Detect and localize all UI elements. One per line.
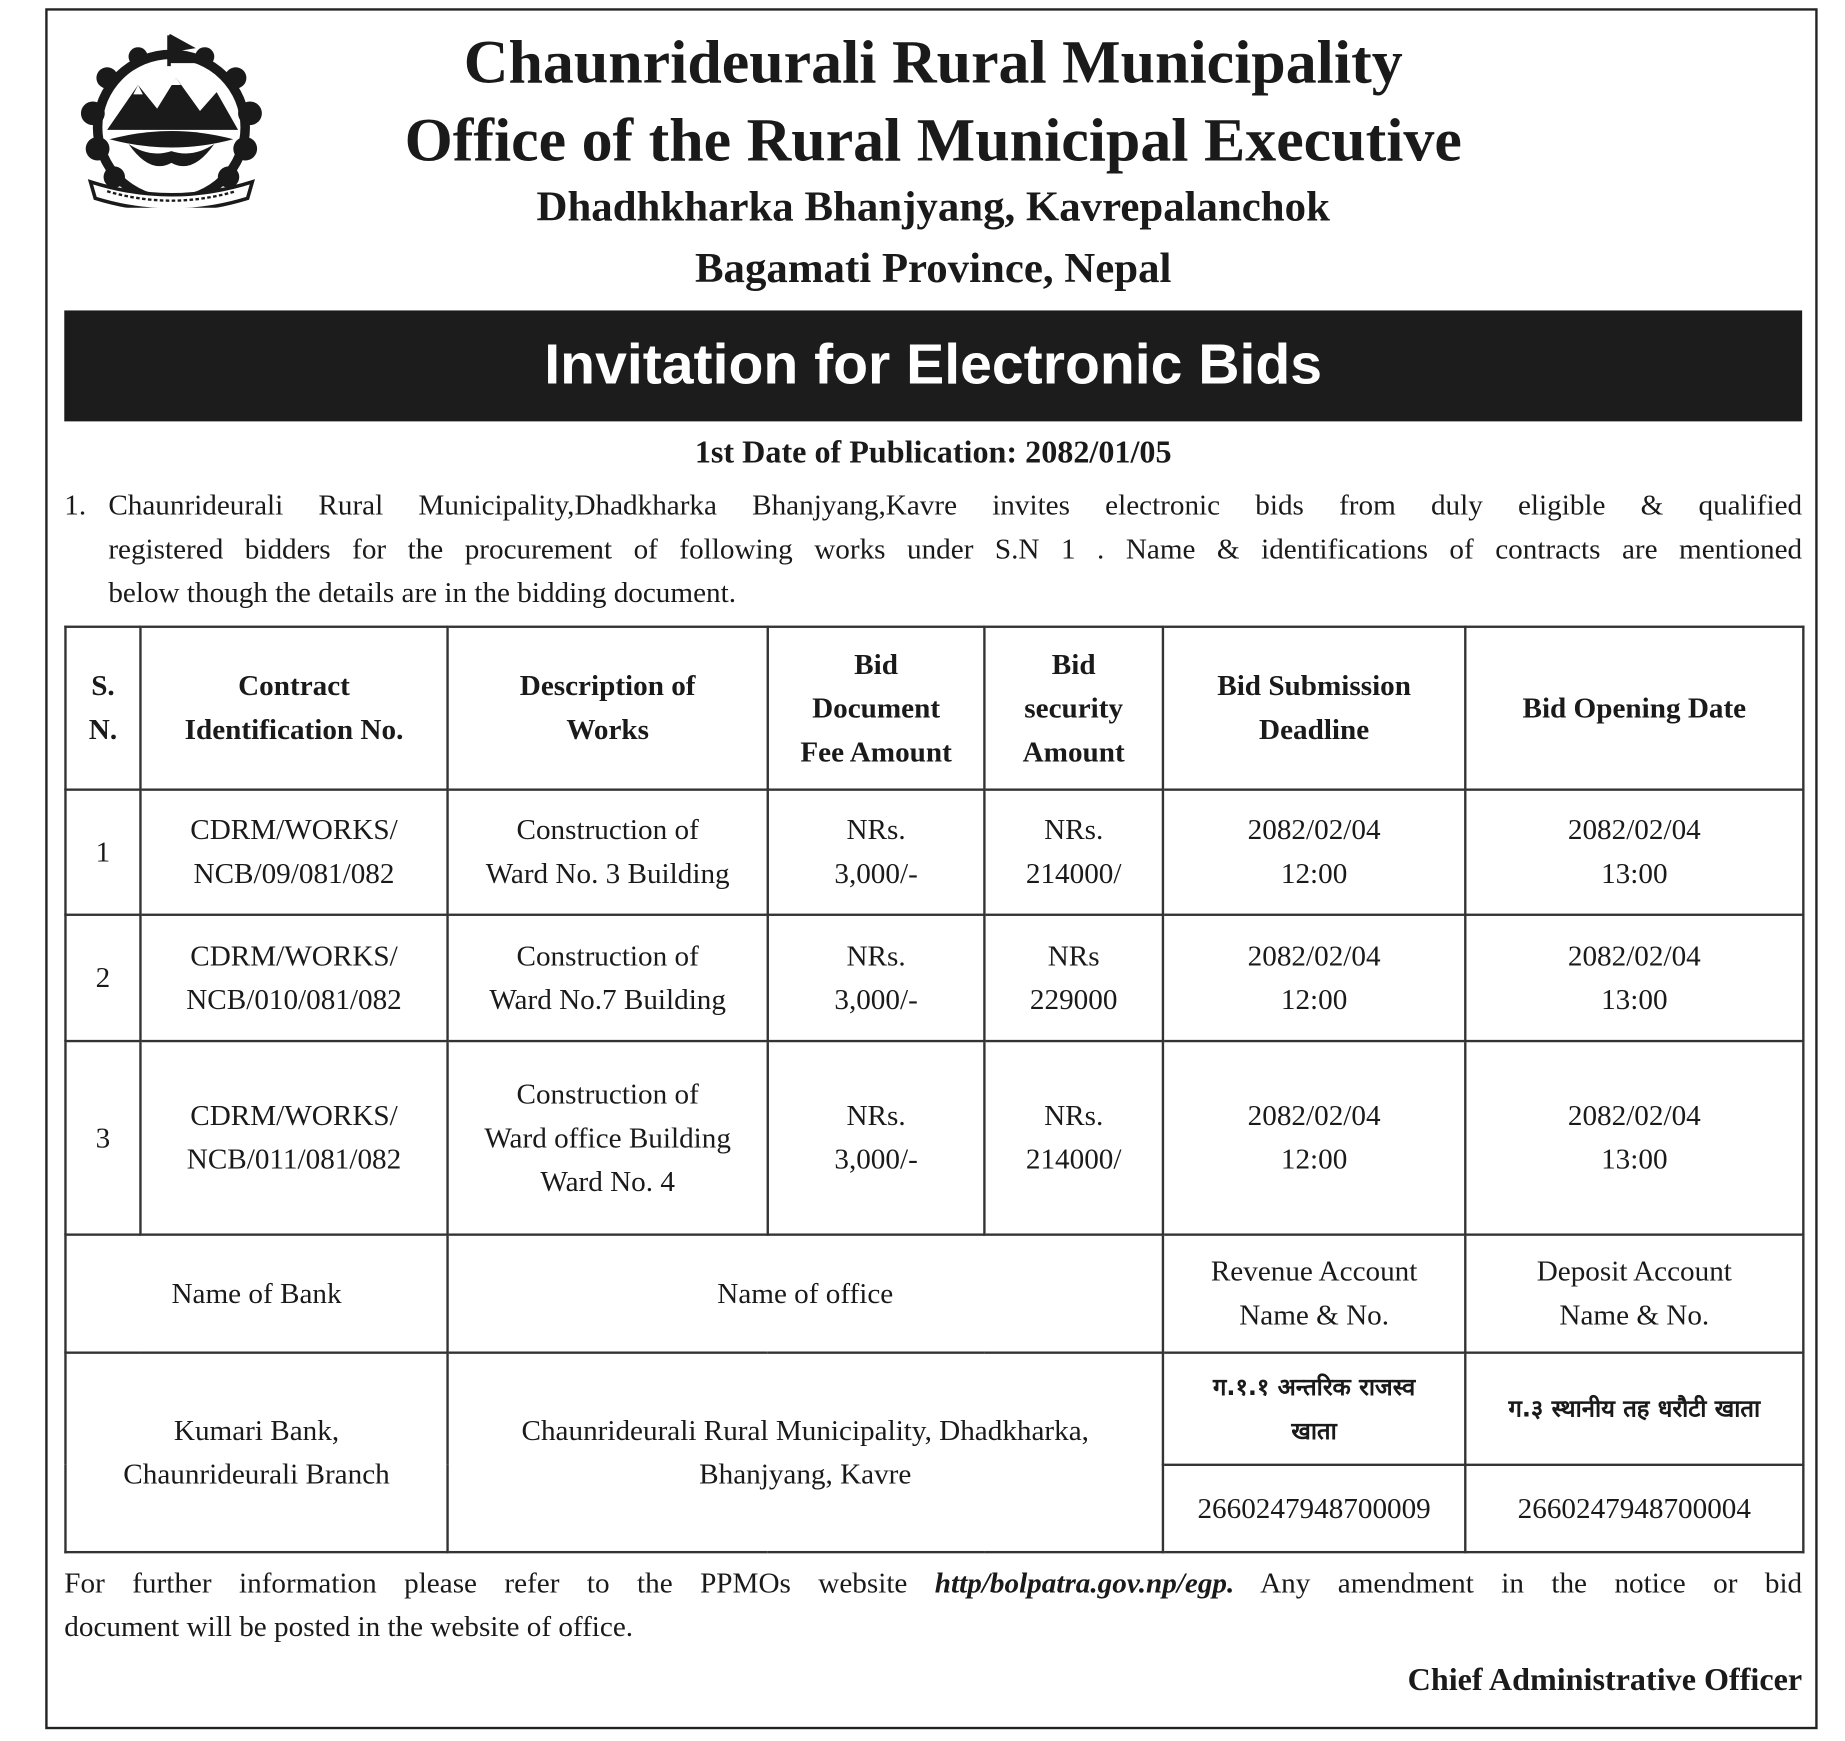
row-description: Construction of Ward No.7 Building [448, 915, 768, 1041]
office-address: Dhadhkharka Bhanjyang, Kavrepalanchok [536, 182, 1330, 231]
bank-name-header: Name of Bank [65, 1235, 447, 1353]
office-name-value: Chaunrideurali Rural Municipality, Dhadkharka, Bhanjyang, Kavre [448, 1353, 1163, 1552]
paragraph-line-2: registered bidders for the procurement of following works under S.N 1 . Name & identifications of contracts are mentioned [108, 533, 1803, 566]
intro-paragraph [64, 484, 1802, 615]
row-sn: 1 [65, 790, 140, 915]
office-province: Bagamati Province, Nepal [694, 244, 1172, 292]
row-description: Construction of Ward No. 3 Building [448, 790, 768, 915]
office-name-header: Name of office [448, 1235, 1163, 1353]
bank-header-row [65, 1235, 1803, 1353]
row-contract-id: CDRM/WORKS/ NCB/09/081/082 [140, 790, 447, 915]
table-row [65, 790, 1803, 915]
table-row [65, 1041, 1803, 1235]
table-header-row [65, 627, 1803, 790]
footer-paragraph [64, 1562, 1802, 1649]
deposit-account-header: Deposit Account Name & No. [1465, 1235, 1803, 1353]
row-security: NRs. 214000/ [984, 1041, 1163, 1235]
footer-line-2: document will be posted in the website of office. [64, 1611, 634, 1644]
header-opening: Bid Opening Date [1465, 627, 1803, 790]
signature-title: Chief Administrative Officer [1407, 1661, 1803, 1698]
header-doc-fee: Bid Document Fee Amount [768, 627, 985, 790]
deposit-account-name: ग.३ स्थानीय तह धरौटी खाता [1465, 1353, 1803, 1465]
publication-date: 1st Date of Publication: 2082/01/05 [694, 434, 1172, 470]
ppmo-website-link[interactable]: http/bolpatra.gov.np/egp. [934, 1567, 1235, 1600]
row-doc-fee: NRs. 3,000/- [768, 1041, 985, 1235]
header-description: Description of Works [448, 627, 768, 790]
row-contract-id: CDRM/WORKS/ NCB/010/081/082 [140, 915, 447, 1041]
row-sn: 3 [65, 1041, 140, 1235]
row-security: NRs 229000 [984, 915, 1163, 1041]
row-opening: 2082/02/04 13:00 [1465, 790, 1803, 915]
revenue-account-header: Revenue Account Name & No. [1163, 1235, 1465, 1353]
row-sn: 2 [65, 915, 140, 1041]
row-description: Construction of Ward office Building Ward No. 4 [448, 1041, 768, 1235]
revenue-account-name: ग.१.१ अन्तरिक राजस्व खाता [1163, 1353, 1465, 1465]
paragraph-line-1: Chaunrideurali Rural Municipality,Dhadkharka Bhanjyang,Kavre invites electronic bids from duly eligible & qualified [108, 489, 1803, 522]
header-deadline: Bid Submission Deadline [1163, 627, 1465, 790]
bank-name: Kumari Bank, Chaunrideurali Branch [65, 1353, 447, 1552]
row-contract-id: CDRM/WORKS/ NCB/011/081/082 [140, 1041, 447, 1235]
row-opening: 2082/02/04 13:00 [1465, 1041, 1803, 1235]
bank-info-row [65, 1353, 1803, 1465]
notice-title-banner: Invitation for Electronic Bids [64, 310, 1802, 421]
paragraph-line-3: below though the details are in the bidding document. [108, 577, 736, 610]
footer-line-1: For further information please refer to the PPMOs website http/bolpatra.gov.np/egp. Any amendment in the notice or bid [64, 1567, 1803, 1600]
header-contract-id: Contract Identification No. [140, 627, 447, 790]
office-name: Office of the Rural Municipal Executive [404, 107, 1462, 175]
bids-table [64, 626, 1804, 1554]
row-deadline: 2082/02/04 12:00 [1163, 790, 1465, 915]
row-doc-fee: NRs. 3,000/- [768, 915, 985, 1041]
deposit-account-number: 2660247948700004 [1465, 1465, 1803, 1552]
row-security: NRs. 214000/ [984, 790, 1163, 915]
header-security: Bid security Amount [984, 627, 1163, 790]
paragraph-number: 1. [64, 489, 87, 522]
row-deadline: 2082/02/04 12:00 [1163, 915, 1465, 1041]
table-row [65, 915, 1803, 1041]
row-opening: 2082/02/04 13:00 [1465, 915, 1803, 1041]
row-doc-fee: NRs. 3,000/- [768, 790, 985, 915]
row-deadline: 2082/02/04 12:00 [1163, 1041, 1465, 1235]
header-sn: S. N. [65, 627, 140, 790]
revenue-account-number: 2660247948700009 [1163, 1465, 1465, 1552]
municipality-name: Chaunrideurali Rural Municipality [463, 29, 1403, 97]
